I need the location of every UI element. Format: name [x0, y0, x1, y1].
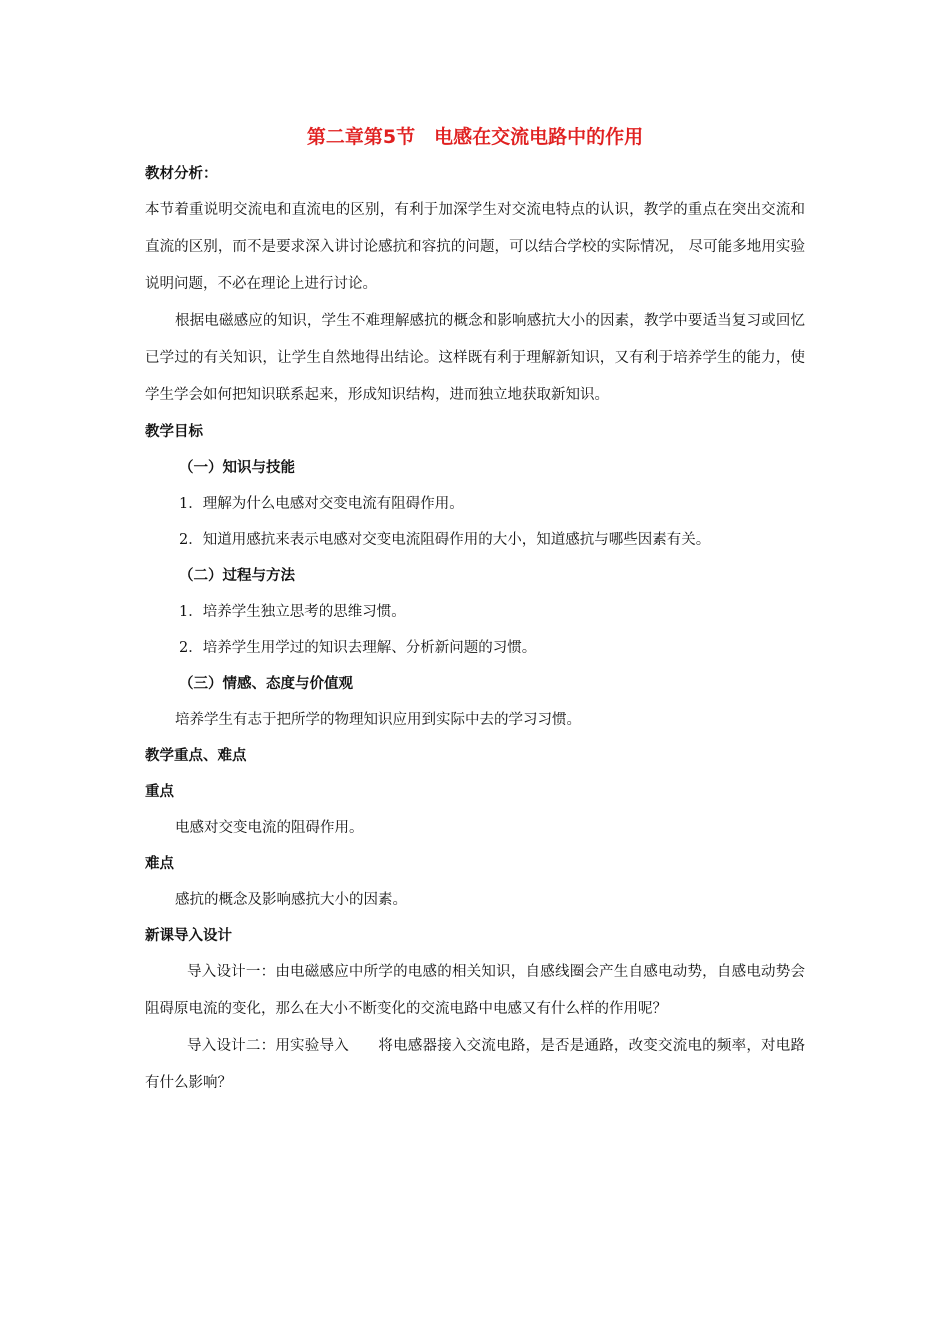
lesson-intro-design-2: 导入设计二：用实验导入 将电感器接入交流电路，是否是通路，改变交流电的频率，对电路有什么影响？: [145, 1038, 805, 1091]
material-analysis-paragraph-1: 本节着重说明交流电和直流电的区别，有利于加深学生对交流电特点的认识，教学的重点在突出交流和直流的区别，而不是要求深入讲讨论感抗和容抗的问题，可以结合学校的实际情况， 尽可能多地用实验说明问题，不必在理论上进行讨论。: [145, 202, 805, 292]
lesson-intro-heading: 新课导入设计: [145, 928, 232, 944]
goal-knowledge-skills-heading: （一）知识与技能: [179, 460, 295, 476]
difficult-point-heading: 难点: [145, 856, 174, 872]
key-difficult-points-heading: 教学重点、难点: [145, 748, 247, 764]
goal-emotion-text: 培养学生有志于把所学的物理知识应用到实际中去的学习习惯。: [175, 712, 581, 728]
difficult-point-text: 感抗的概念及影响感抗大小的因素。: [175, 892, 407, 908]
goal-knowledge-item-1: 1．理解为什么电感对交变电流有阻碍作用。: [179, 496, 464, 512]
document-title: 第二章第5节 电感在交流电路中的作用: [306, 126, 644, 148]
material-analysis-heading: 教材分析：: [145, 166, 218, 182]
teaching-goals-heading: 教学目标: [145, 424, 203, 440]
key-point-heading: 重点: [145, 784, 174, 800]
goal-process-item-2: 2．培养学生用学过的知识去理解、分析新问题的习惯。: [179, 640, 537, 656]
goal-process-method-heading: （二）过程与方法: [179, 568, 295, 584]
lesson-intro-design-1: 导入设计一：由电磁感应中所学的电感的相关知识，自感线圈会产生自感电动势，自感电动势会阻碍原电流的变化，那么在大小不断变化的交流电路中电感又有什么样的作用呢？: [145, 964, 805, 1017]
goal-knowledge-item-2: 2．知道用感抗来表示电感对交变电流阻碍作用的大小，知道感抗与哪些因素有关。: [179, 532, 711, 548]
goal-emotion-values-heading: （三）情感、态度与价值观: [179, 676, 353, 692]
document-page: [145, 118, 805, 1102]
goal-process-item-1: 1．培养学生独立思考的思维习惯。: [179, 604, 406, 620]
material-analysis-paragraph-2: 根据电磁感应的知识，学生不难理解感抗的概念和影响感抗大小的因素，教学中要适当复习或回忆已学过的有关知识，让学生自然地得出结论。这样既有利于理解新知识，又有利于培养学生的能力，使学生学会如何把知识联系起来，形成知识结构，进而独立地获取新知识。: [145, 313, 805, 403]
key-point-text: 电感对交变电流的阻碍作用。: [175, 820, 364, 836]
